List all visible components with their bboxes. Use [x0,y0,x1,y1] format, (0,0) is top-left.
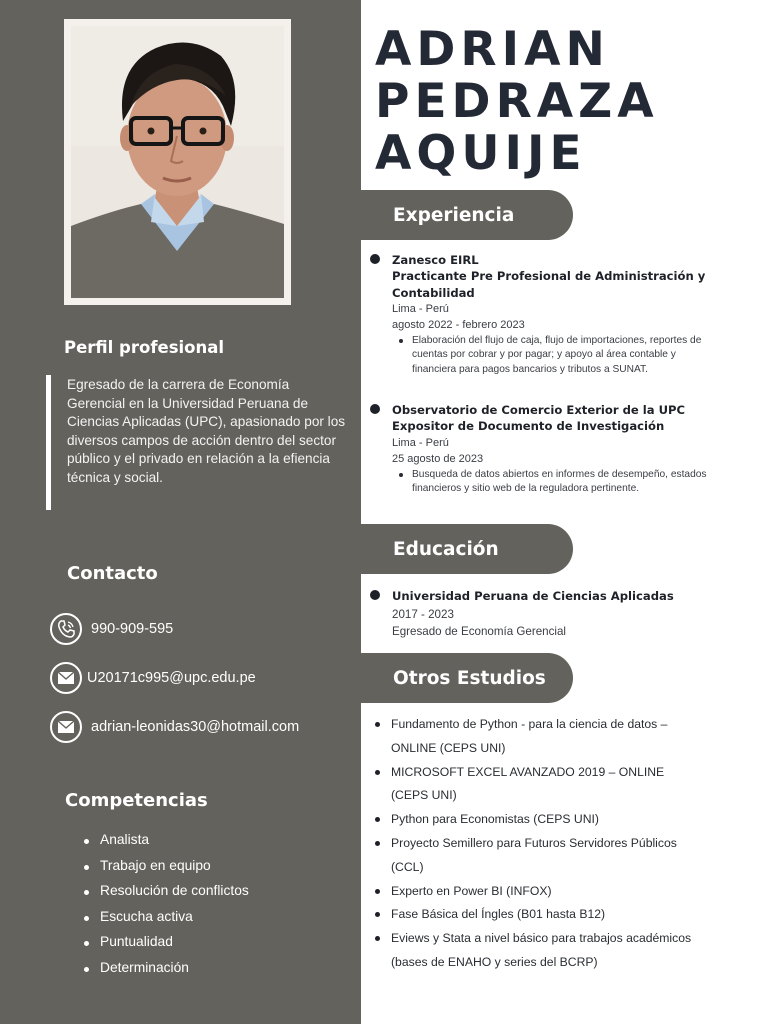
phone-icon [50,613,82,645]
entry-organization: Zanesco EIRL [392,253,479,267]
skill-item: Trabajo en equipo [82,858,249,884]
study-item: Proyecto Semillero para Futuros Servidores Públicos (CCL) [374,832,694,880]
entry-role: Practicante Pre Profesional de Administración y Contabilidad [392,269,706,300]
profile-photo-frame [64,19,291,305]
study-item: Python para Economistas (CEPS UNI) [374,808,694,832]
study-item: MICROSOFT EXCEL AVANZADO 2019 – ONLINE (CEPS UNI) [374,761,694,809]
entry-organization: Observatorio de Comercio Exterior de la UPC [392,403,686,417]
contact-email-upc-text[interactable]: U20171c995@upc.edu.pe [87,670,256,686]
entry-task: Elaboración del flujo de caja, flujo de importaciones, reportes de cuentas por cobrar y por pagar; y apoyo al área contable y financiera para pagos bancarios y tributos a SUNAT. [392,334,712,377]
study-item: Fase Básica del Íngles (B01 hasta B12) [374,903,694,927]
study-item: Eviews y Stata a nivel básico para trabajos académicos (bases de ENAHO y series del BCRP) [374,927,694,975]
entry-location: Lima - Perú [392,303,449,315]
skill-item: Puntualidad [82,934,249,960]
skills-list [82,832,249,986]
contact-email-hotmail-text[interactable]: adrian-leonidas30@hotmail.com [91,719,300,735]
other-studies-heading: Otros Estudios [361,653,573,703]
entry-bullet-dot [370,404,380,414]
name-line-first: ADRIAN [375,22,610,77]
entry-dates: 25 agosto de 2023 [392,452,484,465]
experience-entry [392,252,712,377]
education-degree: Egresado de Economía Gerencial [392,625,567,638]
study-item: Experto en Power BI (INFOX) [374,880,694,904]
entry-role: Expositor de Documento de Investigación [392,419,665,433]
profile-summary: Egresado de la carrera de Economía Gerencial en la Universidad Peruana de Ciencias Aplicadas (UPC), apasionado por los diversos campos de acción dentro del sector público y el privado en relación a la efiencia técnica y social. [67,377,346,485]
experience-entry [392,402,712,496]
sidebar [0,0,361,1024]
name-line-last: AQUIJE [375,126,587,181]
education-dates: 2017 - 2023 [392,608,454,621]
education-entry [392,588,712,640]
entry-tasks [392,334,712,377]
profile-photo [71,26,284,298]
skill-item: Determinación [82,960,249,986]
education-heading: Educación [361,524,573,574]
skill-item: Analista [82,832,249,858]
entry-tasks [392,468,712,497]
skill-item: Escucha activa [82,909,249,935]
entry-bullet-dot [370,590,380,600]
skill-item: Resolución de conflictos [82,883,249,909]
entry-task: Busqueda de datos abiertos en informes de desempeño, estados financieros y sitio web de la reguladora pertinente. [392,468,712,497]
contact-phone-text[interactable]: 990-909-595 [91,621,174,637]
profile-accent-bar [46,375,51,510]
contact-email-upc [50,661,256,695]
study-item: Fundamento de Python - para la ciencia de datos – ONLINE (CEPS UNI) [374,713,694,761]
envelope-icon [50,662,82,694]
profile-heading: Perfil profesional [64,338,225,357]
name-line-middle: PEDRAZA [375,74,659,129]
contact-phone [50,612,173,646]
education-institution: Universidad Peruana de Ciencias Aplicadas [392,589,674,603]
entry-bullet-dot [370,254,380,264]
envelope-icon [50,711,82,743]
contact-heading: Contacto [67,563,158,584]
contact-email-hotmail [50,710,299,744]
candidate-name [375,24,659,180]
skills-heading: Competencias [65,790,208,811]
other-studies-list [374,713,694,975]
entry-location: Lima - Perú [392,436,449,449]
entry-dates: agosto 2022 - febrero 2023 [392,319,525,331]
experience-heading: Experiencia [361,190,573,240]
